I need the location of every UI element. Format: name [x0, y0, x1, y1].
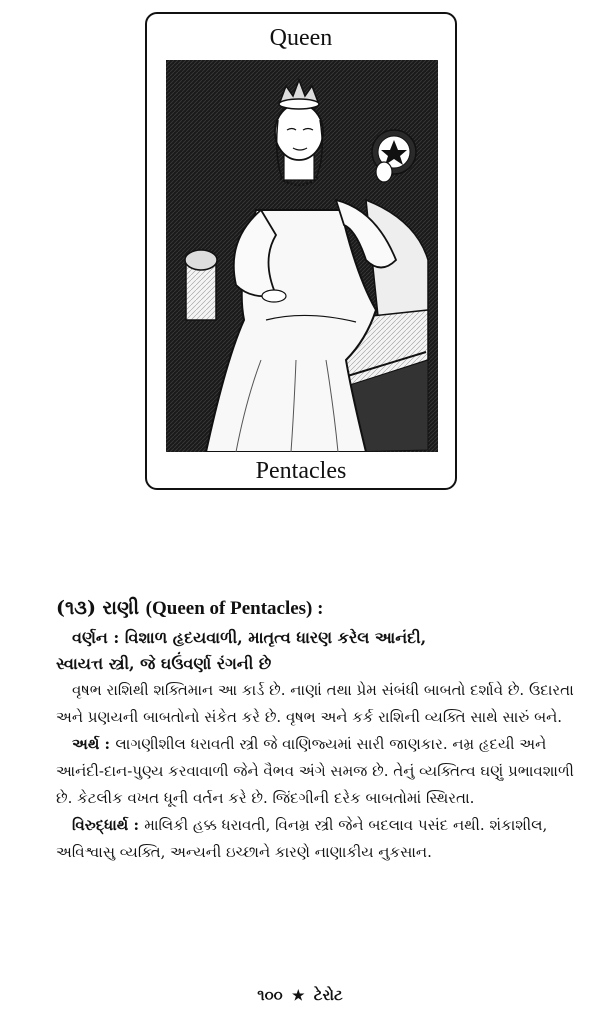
heading-english: (Queen of Pentacles) :: [145, 598, 324, 619]
queen-illustration: [166, 60, 438, 452]
description-line-2: સ્વાયત્ત સ્ત્રી, જે ઘઉંવર્ણા રંગની છે: [56, 654, 272, 673]
reversed-label: વિરુદ્ધાર્થ :: [72, 816, 145, 834]
paragraph-1: [56, 677, 576, 731]
page-footer: [0, 986, 600, 1004]
description-label: વર્ણન :: [72, 628, 125, 647]
page-number: ૧૦૦: [257, 986, 283, 1004]
reversed-text: માલિકી હક્ક ધરાવતી, વિનમ્ર સ્ત્રી જેને બદલાવ પસંદ નથી. શંકાશીલ, અવિશ્વાસુ વ્યક્તિ, અન્યની ઇચ્છાને કારણે નાણાકીય નુકસાન.: [56, 816, 548, 861]
meaning-paragraph: [56, 731, 576, 812]
description-line-1: [56, 625, 576, 651]
heading-prefix: (૧૩) રાણી: [56, 597, 146, 619]
card-description: [56, 594, 576, 866]
meaning-text: લાગણીશીલ ધરાવતી સ્ત્રી જે વાણિજ્યમાં સારી જાણકાર. નમ્ર હૃદયી અને આનંદી-દાન-પુણ્ય કરવાવાળી જેને વૈભવ અંગે સમજ છે. તેનું વ્યક્તિત્વ ઘણું પ્રભાવશાળી છે. કેટલીક વખત ધૂની વર્તન કરે છે. જિંદગીની દરેક બાબતોમાં સ્થિરતા.: [56, 735, 574, 807]
star-icon: ★: [291, 988, 305, 1004]
reversed-paragraph: [56, 812, 576, 866]
card-suit: Pentacles: [255, 458, 347, 484]
paragraph-1-text: વૃષભ રાશિથી શક્તિમાન આ કાર્ડ છે. નાણાં તથા પ્રેમ સંબંધી બાબતો દર્શાવે છે. ઉદારતા અને પ્રણયની બાબતોનો સંકેત કરે છે. વૃષભ અને કર્ક રાશિની વ્યક્તિ સાથે સારું બને.: [56, 681, 574, 726]
card-title: Queen: [269, 25, 333, 51]
description-text-1: વિશાળ હૃદયવાળી, માતૃત્વ ધારણ કરેલ આનંદી,: [124, 628, 427, 647]
meaning-label: અર્થ :: [72, 735, 116, 753]
tarot-card: [145, 12, 457, 490]
section-heading: [56, 594, 576, 623]
book-title: ટેરોટ: [313, 986, 343, 1004]
